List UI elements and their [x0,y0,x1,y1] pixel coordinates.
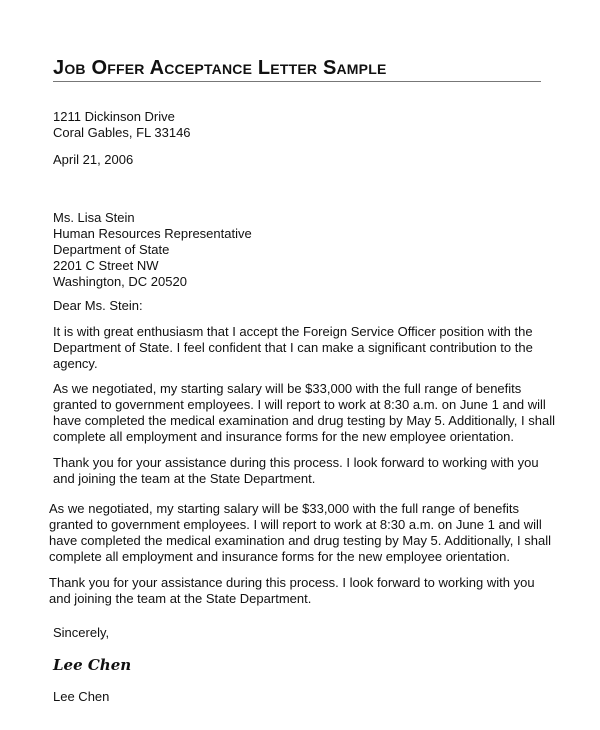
paragraph-4 [49,501,551,565]
paragraph-5 [49,575,543,607]
paragraph-line: granted to government employees. I will report to work at 8:30 a.m. on June 1 and will [49,517,542,532]
address-line: 1211 Dickinson Drive [53,109,175,124]
recipient-line: Human Resources Representative [53,226,252,241]
recipient-line: Department of State [53,242,170,257]
salutation: Dear Ms. Stein: [53,298,143,313]
paragraph-2 [53,381,555,445]
sender-address [53,109,543,141]
signer-name: Lee Chen [53,689,110,704]
paragraph-line: As we negotiated, my starting salary will be $33,000 with the full range of benefits [49,501,519,516]
paragraph-line: complete all employment and insurance forms for the new employee orientation. [49,549,511,564]
signature: Lee Chen [53,656,132,674]
paragraph-line: and joining the team at the State Department. [49,591,312,606]
paragraph-line: have completed the medical examination and drug testing by May 5. Additionally, I shall [49,533,551,548]
paragraph-line: Thank you for your assistance during this process. I look forward to working with you [49,575,535,590]
address-line: Coral Gables, FL 33146 [53,125,191,140]
recipient-line: Ms. Lisa Stein [53,210,135,225]
paragraph-line: have completed the medical examination and drug testing by May 5. Additionally, I shall [53,413,555,428]
document-title: Job Offer Acceptance Letter Sample [53,57,387,79]
paragraph-line: granted to government employees. I will report to work at 8:30 a.m. on June 1 and will [53,397,546,412]
paragraph-3 [53,455,543,487]
title-divider [53,81,541,82]
recipient-line: Washington, DC 20520 [53,274,187,289]
paragraph-line: As we negotiated, my starting salary will be $33,000 with the full range of benefits [53,381,522,396]
paragraph-1 [53,324,543,372]
paragraph-line: Thank you for your assistance during this process. I look forward to working with you [53,455,539,470]
paragraph-line: Department of State. I feel confident that I can make a significant contribution to the [53,340,533,355]
recipient-address [53,210,543,290]
paragraph-line: and joining the team at the State Department. [53,471,316,486]
recipient-line: 2201 C Street NW [53,258,159,273]
closing: Sincerely, [53,625,110,640]
letter-date: April 21, 2006 [53,152,134,167]
paragraph-line: agency. [53,356,98,371]
paragraph-line: It is with great enthusiasm that I accept the Foreign Service Officer position with the [53,324,533,339]
paragraph-line: complete all employment and insurance forms for the new employee orientation. [53,429,515,444]
